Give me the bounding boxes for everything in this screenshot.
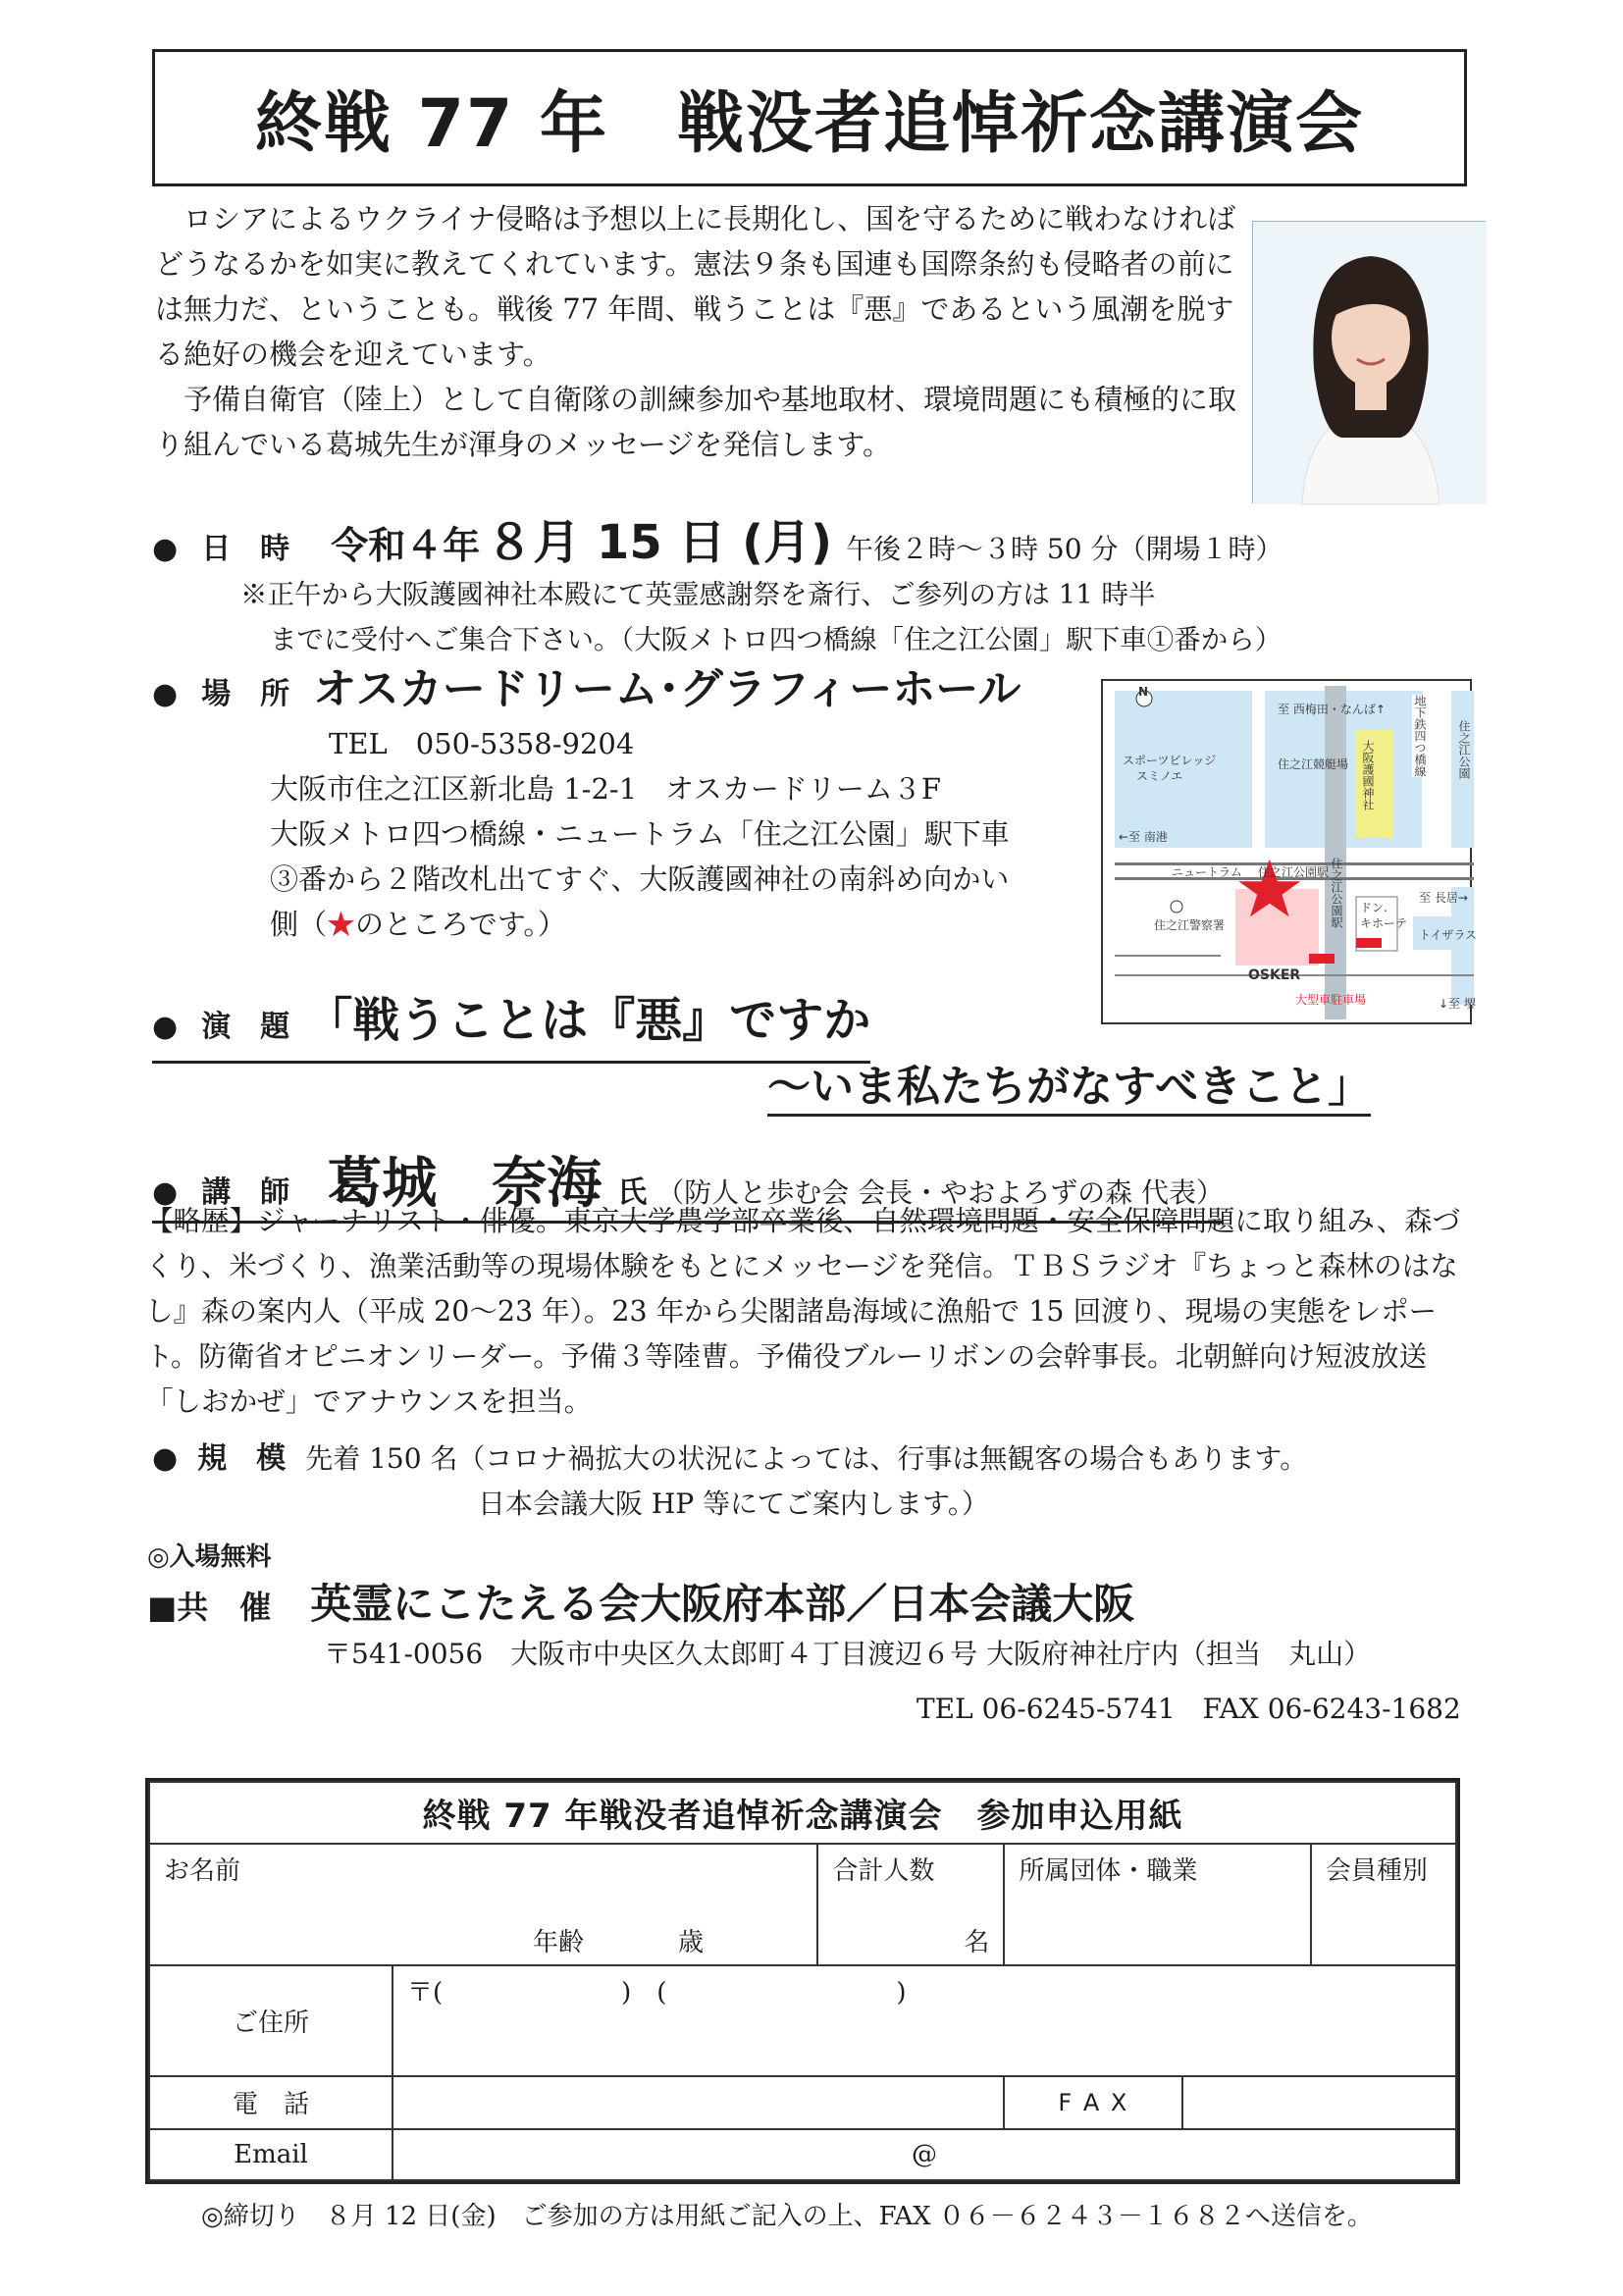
address-input[interactable] bbox=[403, 2009, 1424, 2049]
bullet-dot: ● bbox=[152, 677, 179, 711]
bullet-dot: ● bbox=[152, 532, 179, 566]
form-postal: 〒( ) ( ) bbox=[407, 1978, 907, 2009]
speaker-photo bbox=[1252, 221, 1486, 503]
place-access-3a: 側（ bbox=[270, 908, 328, 941]
place-name: オスカードリーム･グラフィーホール bbox=[313, 664, 1021, 714]
phone-input[interactable] bbox=[393, 2077, 1003, 2126]
access-map bbox=[1101, 679, 1478, 1024]
map-label: 至 長居→ bbox=[1419, 891, 1468, 905]
map-label: 住之江警察署 bbox=[1154, 918, 1226, 932]
host-section bbox=[147, 1572, 1134, 1631]
datetime-section bbox=[152, 515, 1330, 662]
datetime-date: ８月 15 日 (月) bbox=[486, 515, 833, 570]
map-label: OSKER bbox=[1248, 967, 1301, 983]
datetime-note-2: までに受付へご集合下さい。（大阪メトロ四つ橋線「住之江公園」駅下車①番から） bbox=[270, 624, 1283, 655]
email-input[interactable] bbox=[393, 2130, 1455, 2179]
lecture-section bbox=[152, 989, 870, 1064]
map-label: ニュートラム bbox=[1172, 865, 1242, 879]
lecture-label: 演 題 bbox=[201, 1010, 290, 1044]
place-section bbox=[152, 664, 1094, 947]
map-label: スミノエ bbox=[1136, 769, 1183, 783]
north-icon: N bbox=[1138, 685, 1149, 699]
map-label: 住之江公園駅 bbox=[1258, 865, 1330, 879]
map-label: 住之江競艇場 bbox=[1278, 757, 1349, 771]
intro-paragraph-2: 予備自衛官（陸上）として自衛隊の訓練参加や基地取材、環境問題にも積極的に取り組んでいる葛城先生が渾身のメッセージを発信します。 bbox=[155, 383, 1237, 461]
form-count-unit: 名 bbox=[964, 1928, 990, 1958]
form-phone-label: 電 話 bbox=[149, 2076, 393, 2129]
speaker-suffix: 氏 bbox=[617, 1175, 648, 1210]
datetime-label: 日 時 bbox=[201, 532, 290, 566]
scale-text-1: 先着 150 名（コロナ禍拡大の状況によっては、行事は無観客の場合もあります。 bbox=[305, 1442, 1308, 1475]
map-label: ↓至 堺 bbox=[1439, 997, 1476, 1011]
speaker-label: 講 師 bbox=[201, 1175, 290, 1210]
form-age-unit: 歳 bbox=[678, 1928, 705, 1958]
intro-paragraph-1: ロシアによるウクライナ侵略は予想以上に長期化し、国を守るために戦わなければどうなるかを如実に教えてくれています。憲法９条も国連も国際条約も侵略者の前には無力だ、ということも。戦後 77 年間、戦うことは『悪』であるという風潮を脱する絶好の機会を迎えています。 bbox=[155, 202, 1236, 371]
form-member-label: 会員種別 bbox=[1325, 1856, 1428, 1887]
map-label: ドン. bbox=[1360, 901, 1387, 914]
scale-section bbox=[152, 1436, 1477, 1527]
place-label: 場 所 bbox=[201, 677, 290, 711]
map-label: ←至 南港 bbox=[1119, 830, 1168, 844]
map-label: トイザラス bbox=[1419, 928, 1478, 942]
speaker-role: （防人と歩む会 会長・やおよろずの森 代表） bbox=[656, 1176, 1224, 1209]
page-title: 終戦 77 年 戦没者追悼祈念講演会 bbox=[255, 84, 1364, 163]
scale-text-2: 日本会議大阪 HP 等にてご案内します。） bbox=[478, 1487, 989, 1520]
host-name: 英霊にこたえる会大阪府本部／日本会議大阪 bbox=[310, 1580, 1135, 1628]
place-access-3 bbox=[152, 902, 1094, 947]
map-label: 至 西梅田・なんば↑ bbox=[1278, 703, 1386, 716]
map-label: 住之江公園駅 bbox=[1330, 858, 1343, 928]
host-telfax: TEL 06-6245-5741 FAX 06-6243-1682 bbox=[916, 1693, 1461, 1725]
free-admission: ◎入場無料 bbox=[147, 1542, 272, 1572]
place-address: 大阪市住之江区新北島 1-2-1 オスカードリーム３F bbox=[270, 772, 942, 806]
place-access-3b: のところです。） bbox=[355, 908, 566, 941]
lecture-title-1: 「戦うことは『悪』ですか bbox=[305, 993, 871, 1048]
form-title: 終戦 77 年戦没者追悼祈念講演会 参加申込用紙 bbox=[149, 1782, 1456, 1844]
form-email-label: Email bbox=[149, 2129, 393, 2180]
map-label: スポーツビレッジ bbox=[1123, 754, 1217, 767]
bullet-dot: ● bbox=[152, 1175, 179, 1210]
map-label: キホーテ bbox=[1360, 916, 1408, 930]
bullet-dot: ● bbox=[152, 1441, 179, 1476]
bullet-dot: ● bbox=[152, 1010, 179, 1044]
form-name-label: お名前 bbox=[164, 1856, 241, 1887]
form-count-label: 合計人数 bbox=[832, 1856, 935, 1887]
place-access-2: ③番から２階改札出てすぐ、大阪護國神社の南斜め向かい bbox=[270, 862, 1010, 896]
intro-text bbox=[155, 196, 1242, 467]
deadline-note: ◎締切り ８月 12 日(金) ご参加の方は用紙ご記入の上、FAX ０６－６２４３－１６８２へ送信を。 bbox=[201, 2202, 1373, 2231]
lecture-title-2-wrap bbox=[767, 1058, 1371, 1117]
fax-input[interactable] bbox=[1183, 2077, 1455, 2126]
star-icon: ★ bbox=[327, 908, 356, 941]
speaker-profile: 【略歴】ジャーナリスト・俳優。東京大学農学部卒業後、自然環境問題・安全保障問題に取り組み、森づくり、米づくり、漁業活動等の現場体験をもとにメッセージを発信。ＴＢＳラジオ『ちょっと森林のはなし』森の案内人（平成 20～23 年）。23 年から尖閣諸島海域に漁船で 15 回渡り、現場の実態をレポート。防衛省オピニオンリーダー。予備３等陸曹。予備役ブルーリボンの会幹事長。北朝鮮向け短波放送「しおかぜ」でアナウンスを担当。 bbox=[145, 1205, 1461, 1418]
form-fax-label: F A X bbox=[1004, 2076, 1182, 2129]
datetime-era: 令和４年 bbox=[331, 524, 481, 567]
form-org-label: 所属団体・職業 bbox=[1019, 1856, 1198, 1887]
map-label: 住之江公園 bbox=[1457, 720, 1471, 779]
lecture-title-2: ～いま私たちがなすべきこと」 bbox=[767, 1062, 1371, 1117]
form-age-label: 年齢 bbox=[533, 1928, 585, 1958]
speaker-name: 葛城 奈海 bbox=[327, 1152, 602, 1216]
application-form bbox=[145, 1778, 1460, 2184]
host-address: 〒541-0056 大阪市中央区久太郎町４丁目渡辺６号 大阪府神社庁内（担当 丸山） bbox=[324, 1638, 1372, 1670]
datetime-note-1: ※正午から大阪護國神社本殿にて英霊感謝祭を斎行、ご参列の方は 11 時半 bbox=[240, 579, 1156, 610]
form-address-label: ご住所 bbox=[149, 1965, 393, 2075]
datetime-time: 午後２時～３時 50 分（開場１時） bbox=[846, 533, 1283, 565]
title-box bbox=[152, 49, 1467, 186]
place-access-1: 大阪メトロ四つ橋線・ニュートラム「住之江公園」駅下車 bbox=[270, 817, 1010, 851]
map-label: 地下鉄四つ橋線 bbox=[1413, 695, 1427, 777]
form-email-at: @ bbox=[912, 2139, 937, 2169]
map-label: 大阪護國神社 bbox=[1361, 740, 1375, 810]
name-input[interactable] bbox=[160, 1884, 749, 1919]
host-label: ■共 催 bbox=[147, 1589, 272, 1626]
place-tel: TEL 050-5358-9204 bbox=[329, 727, 635, 760]
scale-label: 規 模 bbox=[197, 1441, 287, 1476]
map-label: 大型車駐車場 bbox=[1295, 993, 1367, 1007]
